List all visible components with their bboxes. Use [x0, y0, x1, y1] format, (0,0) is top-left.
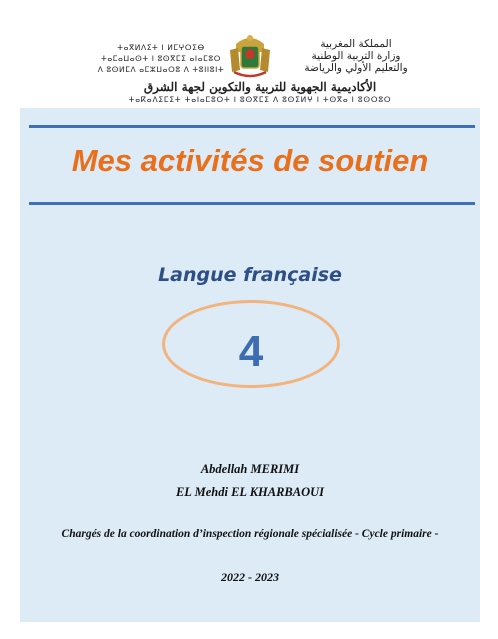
school-year: 2022 - 2023: [221, 570, 279, 584]
arabic-ministry-text: [286, 38, 426, 74]
bottom-divider: [29, 202, 475, 205]
tifinagh-line: ⴷ ⵓⵙⵍⵎⴷ ⴰⵎⵣⵡⴰⵔⵓ ⴷ ⵜⵓⵏⵏⵓⵏⵜ: [97, 65, 225, 74]
tifinagh-ministry-text: [96, 42, 226, 75]
arabic-line: وزارة التربية الوطنية: [311, 50, 401, 62]
arabic-academy-name: الأكاديمية الجهوية للتربية والتكوين لجهة الشرق: [143, 80, 377, 94]
coat-of-arms-icon: [226, 30, 274, 80]
author-name: Abdellah MERIMI: [200, 462, 300, 476]
subject-subtitle: Langue française: [158, 264, 342, 286]
top-divider: [29, 125, 475, 128]
header: [0, 0, 498, 108]
arabic-line: المملكة المغربية: [320, 38, 392, 50]
author-name: EL Mehdi EL KHARBAOUI: [175, 485, 325, 499]
tifinagh-line: ⵜⴰⴳⵍⴷⵉⵜ ⵏ ⵍⵎⵖⵔⵉⴱ: [117, 43, 205, 52]
tifinagh-line: ⵜⴰⵎⴰⵡⴰⵙⵜ ⵏ ⵓⵙⴳⵎⵉ ⴰⵏⴰⵎⵓⵔ: [100, 54, 222, 63]
arabic-line: والتعليم الأولي والرياضة: [304, 62, 408, 74]
volume-number: 4: [238, 327, 264, 376]
tifinagh-academy-name: ⵜⴰⴽⴰⴷⵉⵎⵉⵜ ⵜⴰⵏⴰⵎⵓⵔⵜ ⵏ ⵓⵙⴳⵎⵉ ⴷ ⵓⵙⵉⵍⵖ ⵏ ⵜⵙⴳⴰ ⵏ ⵓⵙⵔⵓⵔ: [128, 95, 392, 104]
author-role: Chargés de la coordination d’inspection régionale spécialisée - Cycle primaire -: [61, 528, 439, 540]
document-title: Mes activités de soutien: [71, 143, 429, 178]
